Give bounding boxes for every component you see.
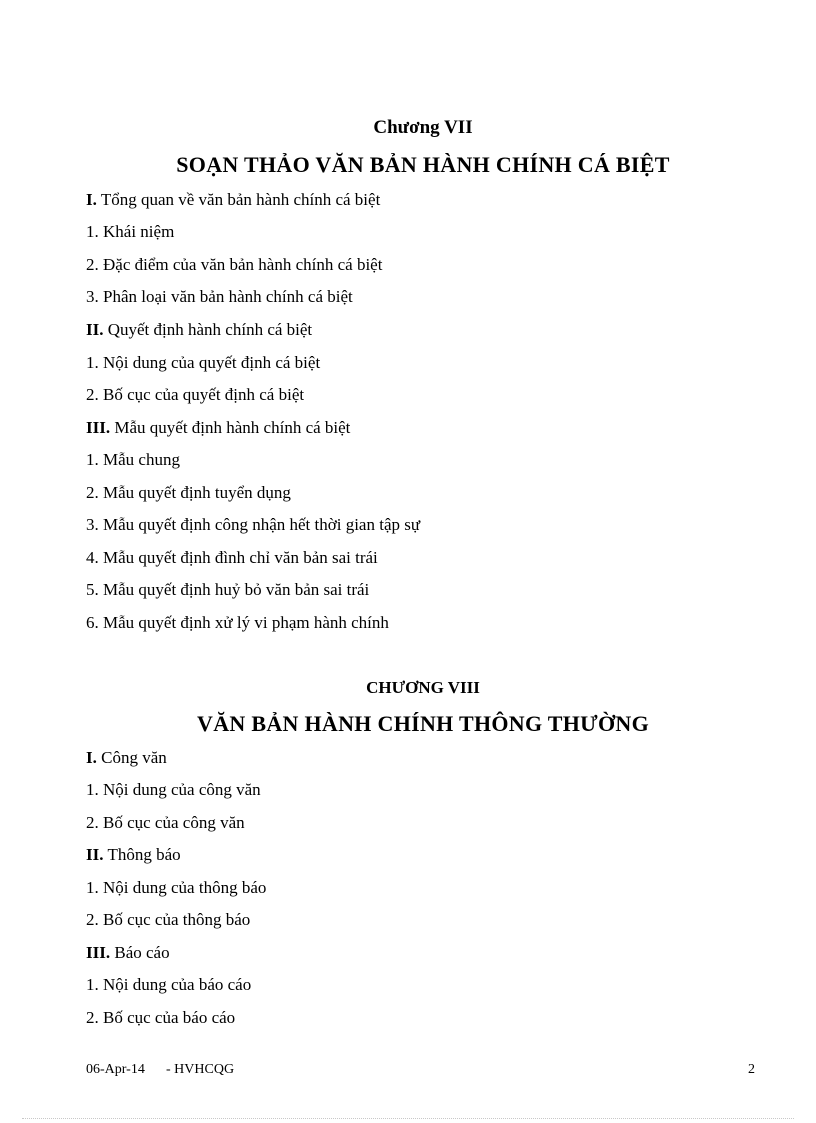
list-item (86, 515, 420, 535)
footer-org: - HVHCQG (166, 1062, 235, 1077)
list-item (86, 483, 291, 503)
item-text: Mẫu quyết định huỷ bỏ văn bản sai trái (103, 580, 370, 599)
item-number: 1. (86, 450, 99, 469)
item-text: Bố cục của quyết định cá biệt (103, 385, 305, 404)
list-item (86, 1008, 235, 1028)
item-number: I. (86, 190, 97, 209)
item-text: Mẫu chung (103, 450, 180, 469)
list-item (86, 910, 250, 930)
list-item (86, 190, 380, 210)
item-text: Bố cục của báo cáo (103, 1008, 236, 1027)
item-number: III. (86, 418, 111, 437)
item-text: Công văn (101, 748, 167, 767)
bottom-dotted-divider (22, 1118, 794, 1119)
item-text: Nội dung của công văn (103, 780, 261, 799)
item-number: 2. (86, 910, 99, 929)
item-number: III. (86, 943, 111, 962)
item-number: 4. (86, 548, 99, 567)
list-item (86, 780, 261, 800)
list-item (86, 353, 320, 373)
item-number: 3. (86, 515, 99, 534)
list-item (86, 813, 245, 833)
list-item (86, 845, 181, 865)
item-text: Bố cục của thông báo (103, 910, 251, 929)
item-number: 2. (86, 483, 99, 502)
item-text: Mẫu quyết định đình chỉ văn bản sai trái (103, 548, 378, 567)
list-item (86, 222, 174, 242)
item-number: 1. (86, 353, 99, 372)
list-item (86, 287, 353, 307)
page-number: 2 (748, 1062, 755, 1077)
list-item (86, 450, 180, 470)
item-text: Thông báo (107, 845, 181, 864)
item-text: Mẫu quyết định xử lý vi phạm hành chính (103, 613, 389, 632)
item-text: Tổng quan về văn bản hành chính cá biệt (100, 190, 381, 209)
item-number: 2. (86, 385, 99, 404)
item-number: 1. (86, 975, 99, 994)
item-text: Mẫu quyết định hành chính cá biệt (114, 418, 351, 437)
chapter-8-label: CHƯƠNG VIII (366, 678, 480, 697)
item-text: Nội dung của báo cáo (103, 975, 252, 994)
item-text: Quyết định hành chính cá biệt (107, 320, 313, 339)
list-item (86, 385, 304, 405)
item-number: 2. (86, 255, 99, 274)
item-number: 1. (86, 222, 99, 241)
item-text: Bố cục của công văn (103, 813, 245, 832)
list-item (86, 975, 251, 995)
item-text: Đặc điểm của văn bản hành chính cá biệt (103, 255, 383, 274)
chapter-8-heading: VĂN BẢN HÀNH CHÍNH THÔNG THƯỜNG (197, 711, 649, 736)
item-text: Khái niệm (103, 222, 175, 241)
item-number: II. (86, 845, 104, 864)
item-text: Nội dung của quyết định cá biệt (103, 353, 321, 372)
item-text: Nội dung của thông báo (103, 878, 267, 897)
item-number: 2. (86, 813, 99, 832)
item-number: 3. (86, 287, 99, 306)
item-number: I. (86, 748, 97, 767)
item-number: 6. (86, 613, 99, 632)
item-number: 5. (86, 580, 99, 599)
chapter-7-label: Chương VII (373, 117, 473, 138)
list-item (86, 418, 350, 438)
item-text: Báo cáo (114, 943, 170, 962)
list-item (86, 255, 382, 275)
list-item (86, 548, 378, 568)
list-item (86, 580, 369, 600)
footer-date: 06-Apr-14 (86, 1062, 145, 1077)
item-number: II. (86, 320, 104, 339)
item-number: 2. (86, 1008, 99, 1027)
chapter-7-heading: SOẠN THẢO VĂN BẢN HÀNH CHÍNH CÁ BIỆT (176, 152, 670, 177)
list-item (86, 320, 312, 340)
list-item (86, 613, 389, 633)
list-item (86, 878, 266, 898)
item-text: Phân loại văn bản hành chính cá biệt (103, 287, 353, 306)
item-number: 1. (86, 780, 99, 799)
item-text: Mẫu quyết định công nhận hết thời gian tập sự (103, 515, 421, 534)
list-item (86, 748, 167, 768)
item-text: Mẫu quyết định tuyển dụng (103, 483, 291, 502)
list-item (86, 943, 170, 963)
item-number: 1. (86, 878, 99, 897)
